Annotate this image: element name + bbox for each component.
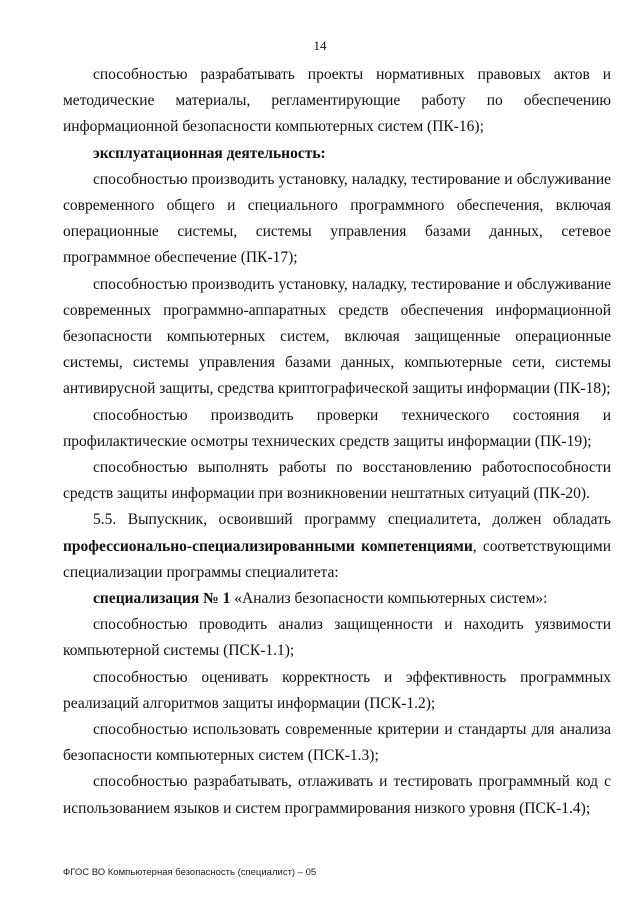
document-body: [63, 62, 611, 822]
specialization-label: специализация № 1: [93, 590, 231, 608]
graduate-text-end: , соответствующими специализации программы специалитета:: [63, 537, 612, 581]
paragraph-pk17: способностью производить установку, наладку, тестирование и обслуживание современного общего и специального программного обеспечения, включая операционные системы, системы управления базами данных, сетевое программное обеспечение (ПК-17);: [63, 170, 611, 267]
paragraph-pk19: способностью производить проверки технического состояния и профилактические осмотры технических средств защиты информации (ПК-19);: [63, 406, 611, 450]
graduate-text-start: 5.5. Выпускник, освоивший программу специалитета, должен обладать: [93, 511, 611, 529]
paragraph-psk-1-4: способностью разрабатывать, отлаживать и тестировать программный код с использованием языков и систем программирования низкого уровня (ПСК-1.4);: [63, 773, 611, 817]
paragraph-psk-1-3: способностью использовать современные критерии и стандарты для анализа безопасности компьютерных систем (ПСК-1.3);: [63, 721, 611, 765]
page-number: 14: [313, 38, 327, 53]
footer-text: ФГОС ВО Компьютерная безопасность (специалист) – 05: [63, 867, 317, 878]
graduate-text-bold: профессионально-специализированными компетенциями: [63, 537, 473, 555]
paragraph-pk18: способностью производить установку, наладку, тестирование и обслуживание современных программно-аппаратных средств обеспечения информационной безопасности компьютерных систем, включая защищенные операционные системы, системы управления базами данных, компьютерные сети, системы антивирусной защиты, средства криптографической защиты информации (ПК-18);: [63, 275, 611, 398]
specialization-heading: [63, 586, 611, 612]
paragraph-graduate-competencies: [63, 507, 611, 586]
paragraph-pk16: способностью разрабатывать проекты нормативных правовых актов и методические материалы, регламентирующие работу по обеспечению информационной безопасности компьютерных систем (ПК-16);: [63, 66, 611, 136]
section-heading-operational: эксплуатационная деятельность:: [93, 144, 326, 162]
paragraph-psk-1-1: способностью проводить анализ защищенности и находить уязвимости компьютерной системы (ПСК-1.1);: [63, 616, 611, 660]
paragraph-psk-1-2: способностью оценивать корректность и эффективность программных реализаций алгоритмов защиты информации (ПСК-1.2);: [63, 668, 611, 712]
specialization-title: «Анализ безопасности компьютерных систем»:: [230, 590, 548, 608]
paragraph-pk20: способностью выполнять работы по восстановлению работоспособности средств защиты информации при возникновении нештатных ситуаций (ПК-20).: [63, 459, 611, 503]
